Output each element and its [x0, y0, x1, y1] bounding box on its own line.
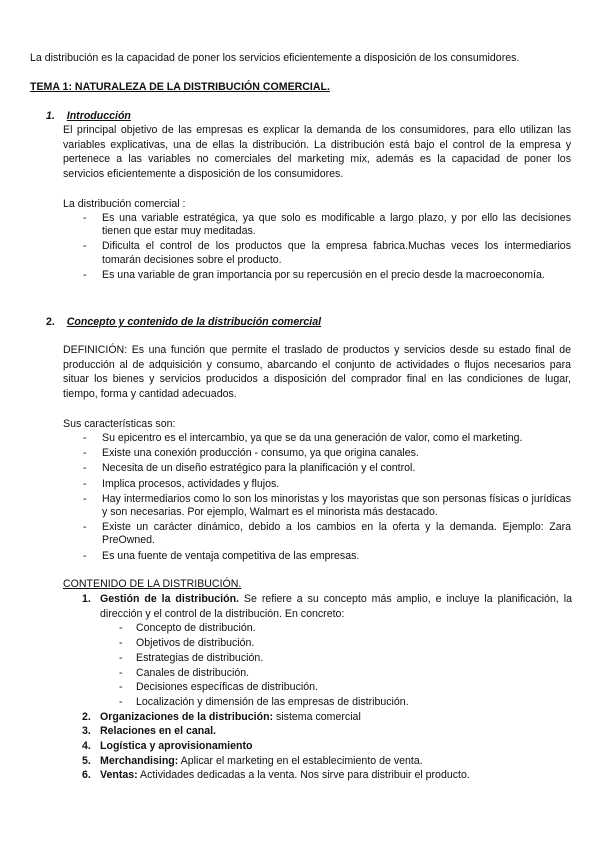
section-1-heading: [46, 110, 131, 123]
para-line: tiempo, forma y cantidad adecuados.: [63, 387, 237, 400]
list-item: - Necesita de un diseño estratégico para la planificación y el control.: [83, 462, 571, 475]
item-text: sistema comercial: [273, 710, 361, 723]
item-number: 5.: [82, 754, 91, 767]
para-line: El principal objetivo de las empresas es explicar la demanda de los consumidores, para ello utilizan las: [63, 124, 571, 136]
contenido-item-gestion: [82, 592, 572, 710]
item-number: 2.: [82, 710, 91, 723]
list-item: - Implica procesos, actividades y flujos.: [83, 478, 571, 491]
list-item: - Es una fuente de ventaja competitiva de las empresas.: [83, 550, 571, 563]
item-text: Actividades dedicadas a la venta. Nos sirve para distribuir el producto.: [137, 769, 470, 782]
section-1-number: 1.: [46, 110, 55, 122]
item-title: Logística y aprovisionamiento: [100, 740, 253, 753]
distribution-list-intro: La distribución comercial :: [63, 198, 186, 210]
tema-heading: TEMA 1: NATURALEZA DE LA DISTRIBUCIÓN COMERCIAL.: [30, 81, 330, 93]
list-item: - Existe una conexión producción - consumo, ya que origina canales.: [83, 447, 571, 460]
para-line: producción al de adquisición y consumo, abarcando el conjunto de actividades o flujos necesarios para: [63, 358, 571, 371]
list-item: - Hay intermediarios como lo son los minoristas y los mayoristas que son personas físicas o jurídicas y son necesarias. Por ejemplo, Walmart es el minorista más destacado.: [83, 493, 571, 519]
item-number: 1.: [82, 593, 91, 605]
item-number: 6.: [82, 769, 91, 782]
section-2-number: 2.: [46, 316, 55, 328]
sublist-item: - Estrategias de distribución.: [100, 651, 572, 666]
contenido-item-relaciones: [82, 724, 572, 739]
list-item: - Es una variable de gran importancia por su repercusión en el precio desde la macroeconomía.: [83, 269, 571, 282]
item-title: Organizaciones de la distribución:: [100, 710, 274, 723]
item-title: Gestión de la distribución.: [100, 593, 239, 605]
item-text: Se refiere a su concepto más amplio, e incluye la planificación, la dirección y el control de la distribución. En concreto:: [100, 593, 572, 620]
sublist-item: - Objetivos de distribución.: [100, 636, 572, 651]
gestion-sublist: [100, 621, 572, 709]
para-line: servicios eficientemente a disposición de los consumidores.: [63, 167, 344, 180]
list-item: - Existe un carácter dinámico, debido a los cambios en la oferta y la demanda. Ejemplo: Zara PreOwned.: [83, 521, 571, 547]
sublist-item: - Localización y dimensión de las empresas de distribución.: [100, 695, 572, 710]
contenido-item-logistica: [82, 739, 572, 754]
item-title: Ventas:: [100, 769, 138, 782]
intro-sentence: La distribución es la capacidad de poner los servicios eficientemente a disposición de los consumidores.: [30, 52, 520, 64]
contenido-item-ventas: [82, 768, 572, 783]
contenido-item-organizaciones: [82, 710, 572, 725]
item-title: Relaciones en el canal.: [100, 725, 216, 738]
list-item: - Dificulta el control de los productos que la empresa fabrica.Muchas veces los intermediarios tomarán decisiones sobre el producto.: [83, 240, 571, 266]
sublist-item: - Decisiones específicas de distribución.: [100, 680, 572, 695]
list-item: - Es una variable estratégica, ya que solo es modificable a largo plazo, y por ello las decisiones tienen que estar muy meditadas.: [83, 212, 571, 238]
list-item: - Su epicentro es el intercambio, ya que se da una generación de valor, como el marketing.: [83, 432, 571, 445]
para-line: pertenece a las variables no comerciales del marketing mix, además es la capacidad de poner los: [63, 153, 571, 166]
sublist-item: - Canales de distribución.: [100, 666, 572, 681]
item-number: 3.: [82, 725, 91, 738]
contenido-list: [82, 592, 572, 783]
characteristics-list: [83, 432, 571, 565]
section-2-title: Concepto y contenido de la distribución comercial: [66, 316, 322, 328]
section-1-title: Introducción: [66, 110, 131, 122]
para-line: variables explicativas, una de ellas la distribución. La distribución está bajo el control de la empresa y: [63, 138, 571, 151]
section-1-paragraph: [63, 123, 571, 181]
para-line: situar los bienes y servicios producidos a disposición del comprador final en las condiciones de lugar,: [63, 373, 571, 386]
definition-paragraph: [63, 343, 571, 401]
sublist-item: - Concepto de distribución.: [100, 621, 572, 636]
item-number: 4.: [82, 740, 91, 753]
item-title: Merchandising:: [100, 754, 179, 767]
item-text: Aplicar el marketing en el establecimiento de venta.: [178, 754, 423, 767]
contenido-item-merchandising: [82, 754, 572, 769]
para-line: DEFINICIÓN: Es una función que permite el traslado de productos y servicios desde su estado final de: [63, 344, 571, 356]
contenido-heading: CONTENIDO DE LA DISTRIBUCIÓN.: [63, 578, 242, 590]
distribution-bullet-list: [83, 212, 571, 284]
section-2-heading: [46, 316, 321, 329]
characteristics-intro: Sus características son:: [63, 418, 176, 430]
